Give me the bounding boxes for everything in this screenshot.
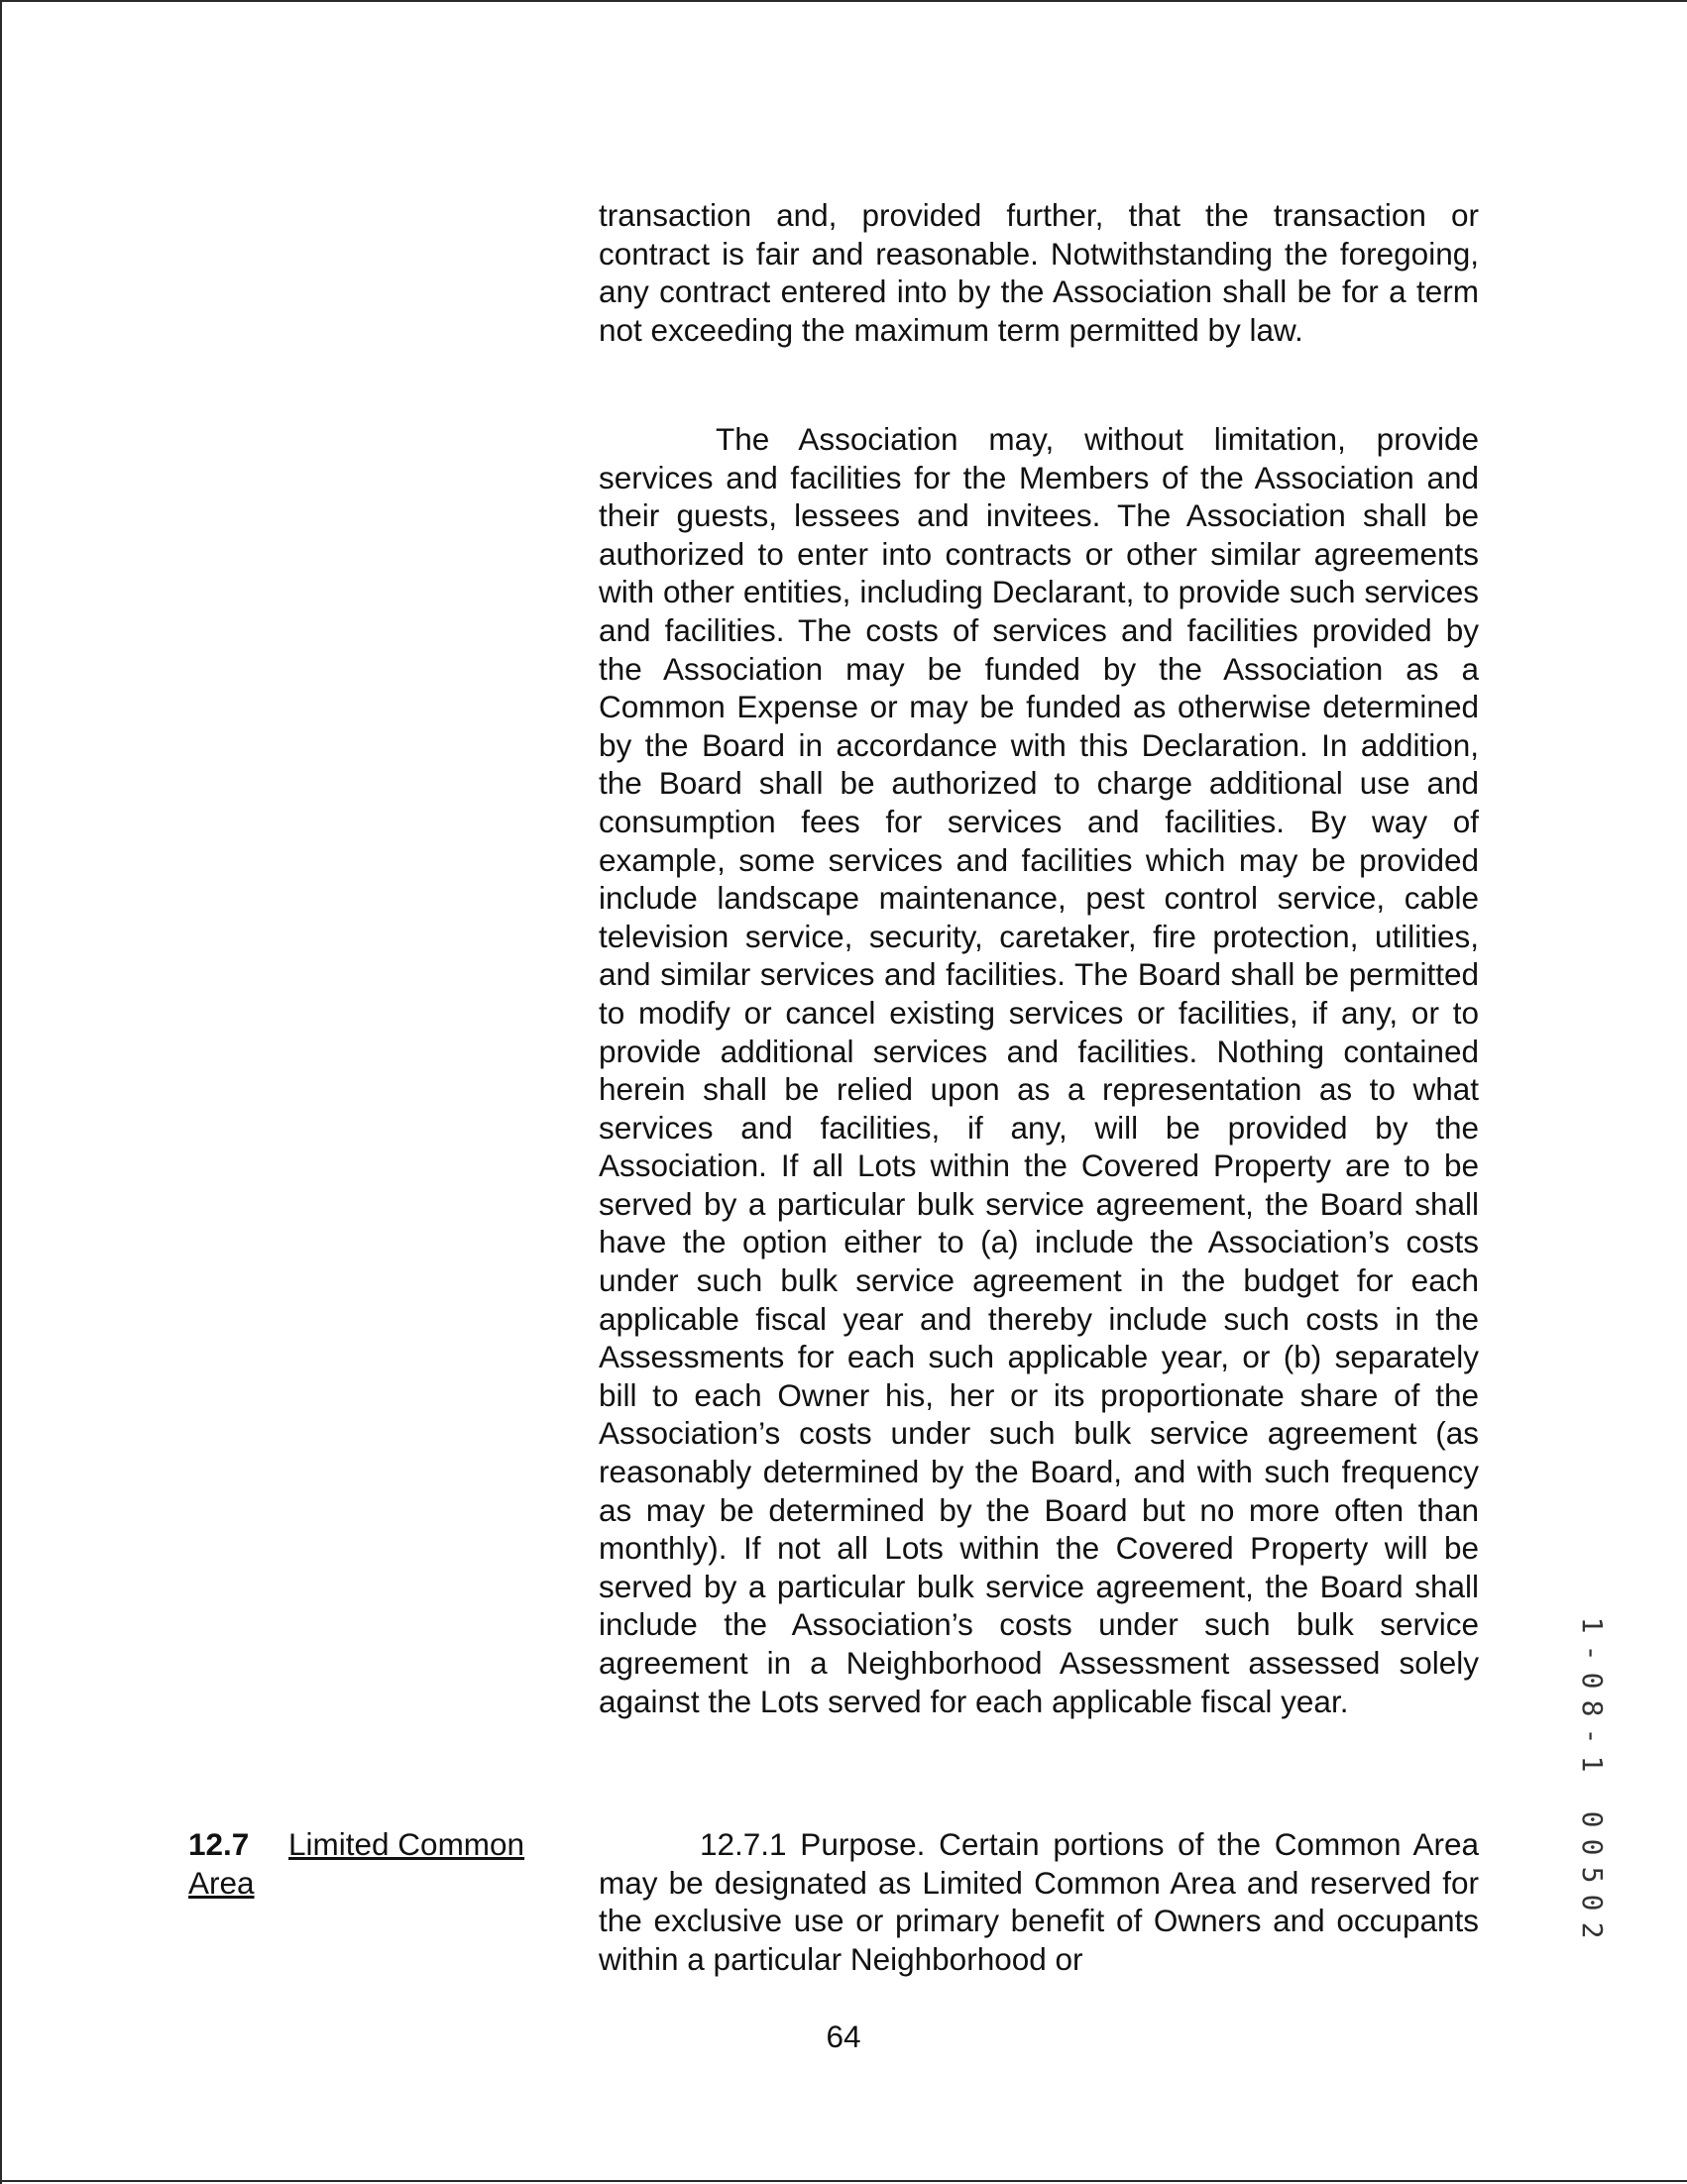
stamp-char: 0: [1576, 1810, 1609, 1828]
stamp-char: 5: [1576, 1866, 1609, 1884]
stamp-char: 8: [1576, 1699, 1609, 1717]
page-edge-bottom: [0, 2180, 1687, 2182]
body-paragraph-2: [599, 420, 1479, 1720]
page-number: 64: [826, 2019, 861, 2054]
stamp-char: -: [1576, 1644, 1609, 1662]
paragraph-text: The Association may, without limitation, provide services and facilities for the Members of the Association and their guests, lessees and invitees. The Association shall be authorized to enter into contracts or other similar agreements with other entities, including Declarant, to provide such services and facilities. The costs of services and facilities provided by the Association may be funded by the Association as a Common Expense or may be funded as otherwise determined by the Board in accordance with this Declaration. In addition, the Board shall be authorized to charge additional use and consumption fees for services and facilities. By way of example, some services and facilities which may be provided include landscape maintenance, pest control service, cable television service, security, caretaker, fire protection, utilities, and similar services and facilities. The Board shall be permitted to modify or cancel existing services or facilities, if any, or to provide additional services and facilities. Nothing contained herein shall be relied upon as a representation as to what services and facilities, if any, will be provided by the Association. If all Lots within the Covered Property are to be served by a particular bulk service agreement, the Board shall have the option either to (a) include the Association’s costs under such bulk service agreement in the budget for each applicable fiscal year and thereby include such costs in the Assessments for each such applicable year, or (b) separately bill to each Owner his, her or its proportionate share of the Association’s costs under such bulk service agreement (as reasonably determined by the Board, and with such frequency as may be determined by the Board but no more often than monthly). If not all Lots within the Covered Property will be served by a particular bulk service agreement, the Board shall include the Association’s costs under such bulk service agreement in a Neighborhood Assessment assessed solely against the Lots served for each applicable fiscal year.: [599, 421, 1479, 1719]
page-edge-left: [0, 0, 2, 2184]
stamp-char: 0: [1576, 1672, 1609, 1690]
body-paragraph-1: [599, 196, 1479, 349]
section-number: 12.7: [188, 1826, 250, 1862]
paragraph-text: transaction and, provided further, that the transaction or contract is fair and reasonable. Notwithstanding the foregoing, any contract entered into by the Association shall be for a term not exceeding the maximum term permitted by law.: [599, 197, 1479, 348]
section-title-line-1: Limited Common: [288, 1826, 525, 1862]
stamp-char: 0: [1576, 1838, 1609, 1856]
stamp-char: 1: [1576, 1616, 1609, 1634]
bates-stamp: [1576, 1611, 1609, 1944]
stamp-char: 0: [1576, 1894, 1609, 1911]
paragraph-text: 12.7.1 Purpose. Certain portions of the Common Area may be designated as Limited Common Area and reserved for the exclusive use or primary benefit of Owners and occupants within a particular Neighborhood or: [599, 1826, 1479, 1977]
stamp-char: -: [1576, 1727, 1609, 1745]
body-paragraph-3: [599, 1825, 1479, 1978]
stamp-char: 1: [1576, 1755, 1609, 1773]
page-edge-top: [0, 0, 1687, 2]
section-title-line-2: Area: [188, 1865, 255, 1901]
stamp-char: [1578, 1778, 1606, 1805]
stamp-char: 2: [1576, 1921, 1609, 1939]
